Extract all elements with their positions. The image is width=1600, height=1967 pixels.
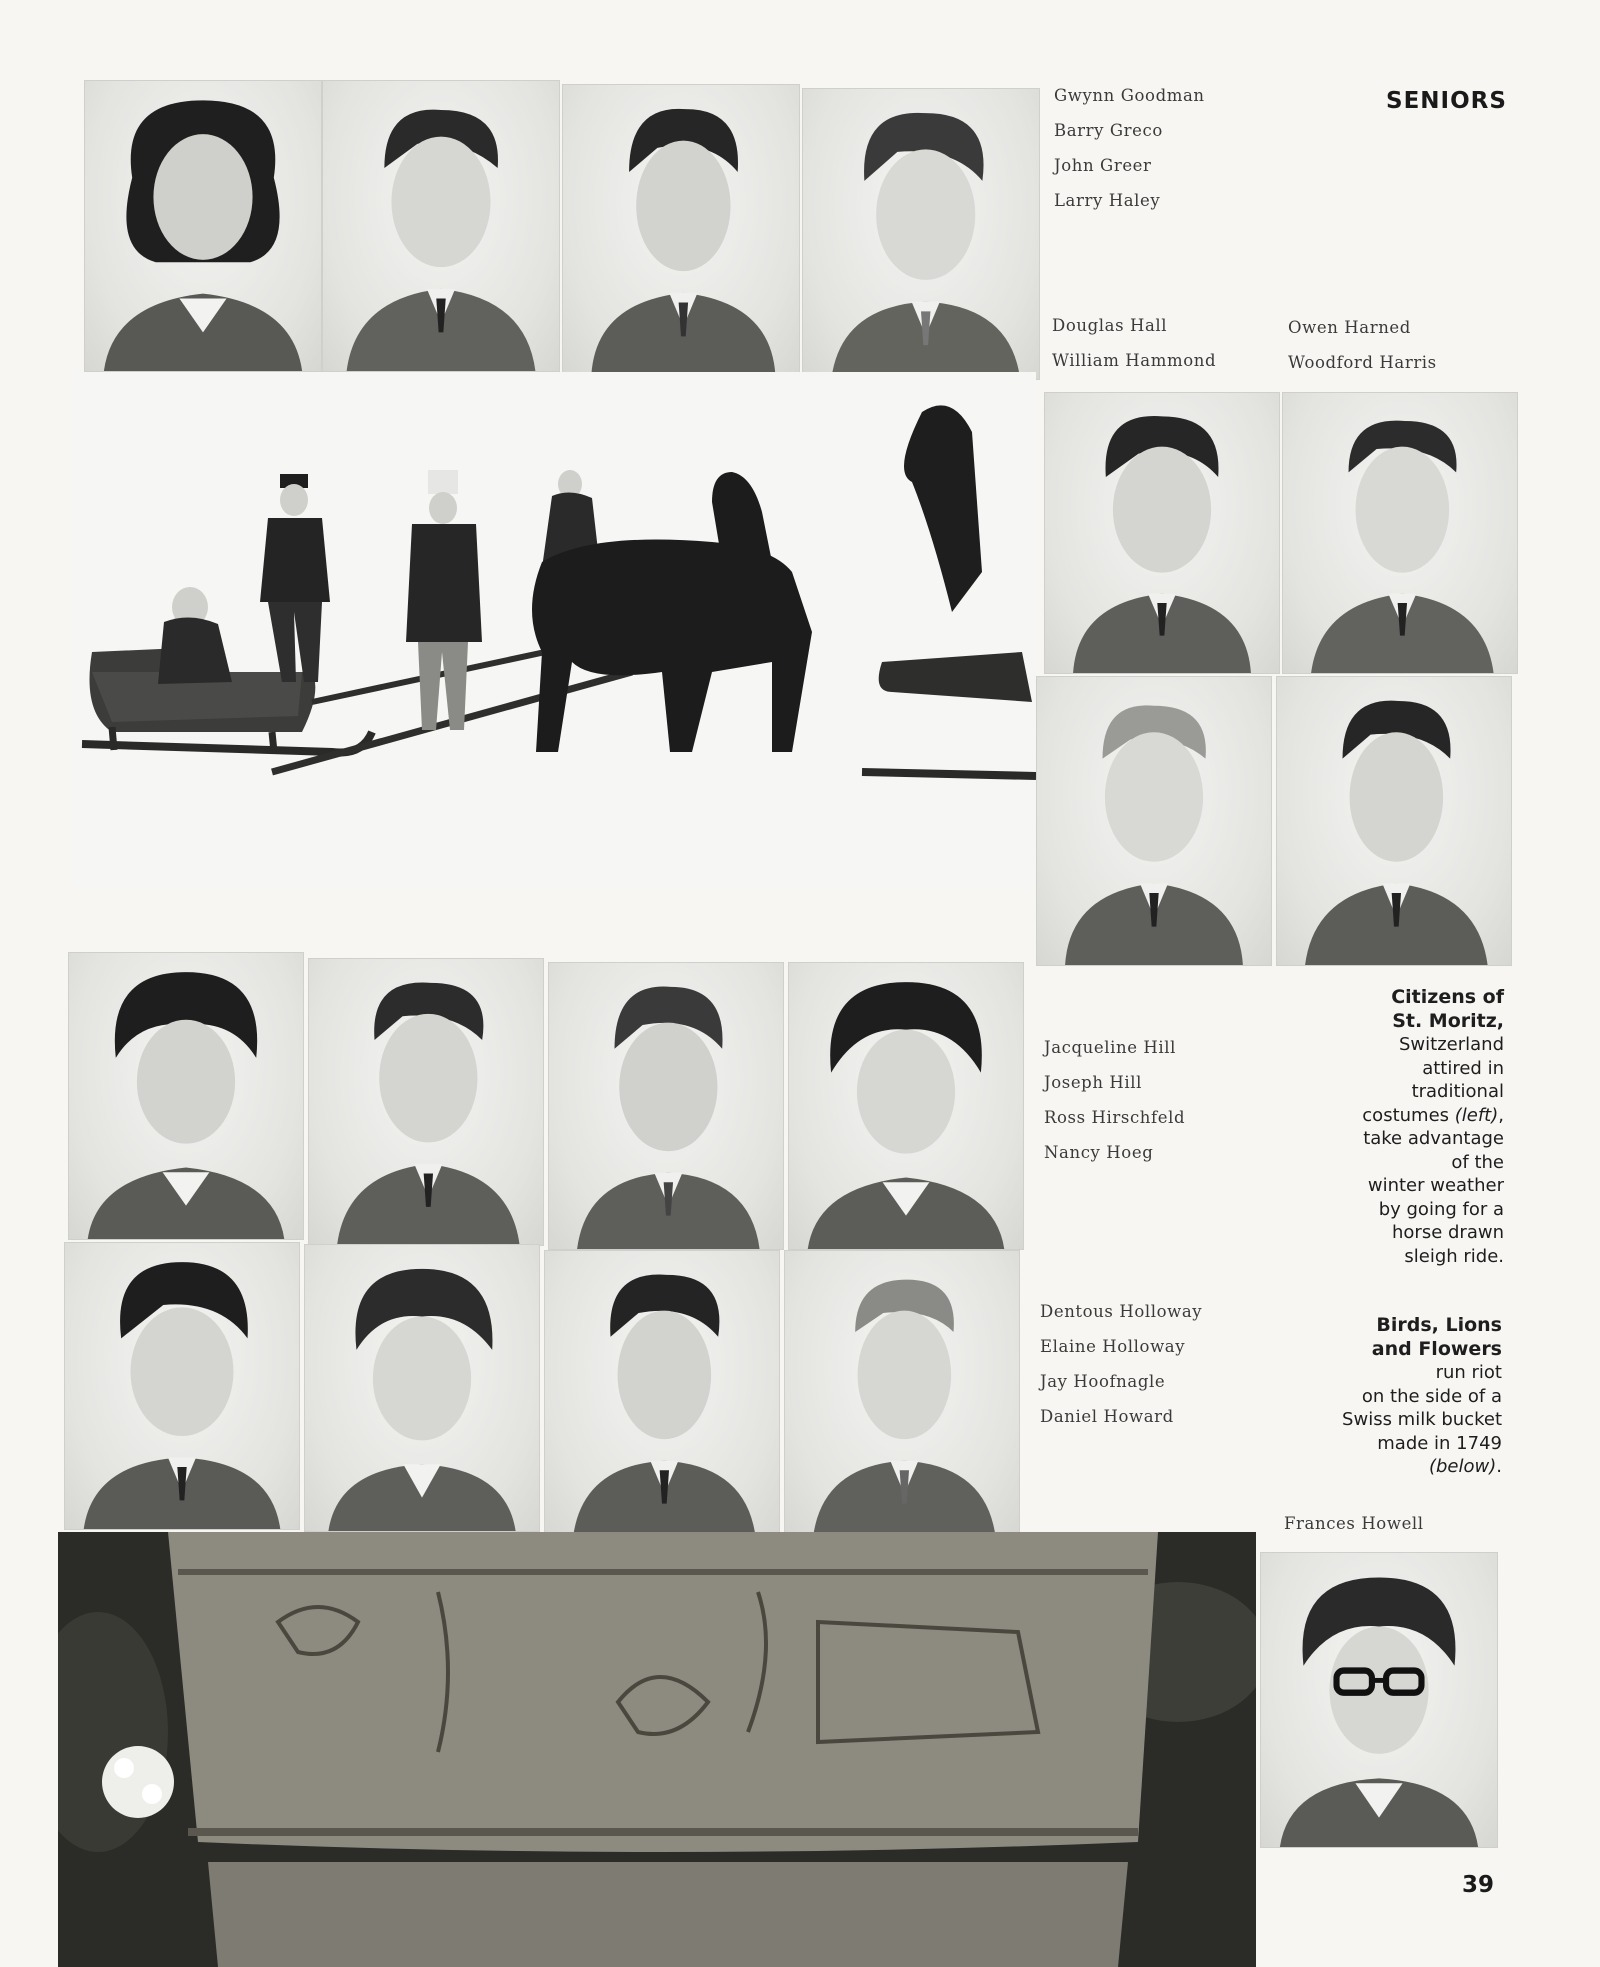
caption-lead: Citizens of [1391,986,1504,1008]
caption-line: Swiss milk bucket [1342,1409,1502,1430]
portrait-photo [304,1244,540,1532]
senior-name: Douglas Hall [1052,316,1168,335]
portrait-photo [788,962,1024,1250]
milk-bucket-photo [58,1532,1256,1967]
senior-name: William Hammond [1052,351,1217,370]
portrait-photo [308,958,544,1246]
senior-name: Jacqueline Hill [1044,1038,1177,1057]
section-title: SENIORS [1386,88,1507,114]
caption-line: traditional [1411,1081,1504,1102]
sleigh-ride-photo [72,372,1036,890]
page-number: 39 [1462,1872,1495,1898]
name-list [1052,308,1216,378]
caption-line: on the side of a [1361,1385,1502,1407]
senior-name: Frances Howell [1284,1514,1424,1533]
portrait-photo [1044,392,1280,674]
caption-line [1290,1104,1504,1128]
bucket-caption [1290,1314,1502,1479]
caption-italic: (below) [1428,1456,1497,1477]
senior-name: Woodford Harris [1288,353,1437,372]
caption-text: . [1496,1456,1502,1477]
senior-name: Jay Hoofnagle [1040,1372,1166,1391]
name-list [1054,78,1205,218]
name-list [1284,1506,1424,1541]
caption-line: take advantage [1363,1128,1504,1149]
senior-name: Owen Harned [1288,318,1411,337]
portrait-photo [784,1250,1020,1538]
caption-line: run riot [1435,1362,1502,1383]
portrait-photo [84,80,322,372]
caption-lead: St. Moritz, [1392,1009,1504,1032]
caption-italic: (left) [1454,1104,1499,1126]
senior-name: Ross Hirschfeld [1044,1108,1186,1127]
caption-line: attired in [1422,1057,1504,1079]
portrait-photo [544,1250,780,1538]
caption-line: winter weather [1367,1175,1504,1196]
caption-lead: Birds, Lions [1376,1314,1502,1336]
portrait-photo [802,88,1040,380]
caption-line: of the [1451,1151,1504,1173]
name-list [1288,310,1437,380]
caption-text: costumes [1362,1104,1455,1126]
senior-name: Joseph Hill [1044,1073,1143,1092]
caption-line: horse drawn [1392,1222,1504,1243]
name-list [1040,1294,1202,1434]
caption-lead: and Flowers [1371,1337,1502,1360]
portrait-photo [64,1242,300,1530]
caption-line: made in 1749 [1377,1432,1502,1454]
senior-name: Elaine Holloway [1040,1337,1186,1356]
caption-line: by going for a [1378,1198,1504,1220]
caption-text: , [1498,1104,1504,1126]
caption-line: Switzerland [1399,1034,1504,1055]
senior-name: Barry Greco [1054,121,1163,140]
senior-name: Larry Haley [1054,191,1161,210]
caption-line [1290,1455,1502,1479]
senior-name: Nancy Hoeg [1044,1143,1154,1162]
senior-name: John Greer [1054,156,1152,175]
senior-name: Dentous Holloway [1040,1302,1203,1321]
senior-name: Daniel Howard [1040,1407,1174,1426]
caption-line: sleigh ride. [1404,1245,1504,1267]
portrait-photo [1276,676,1512,966]
senior-name: Gwynn Goodman [1054,86,1205,105]
name-list [1044,1030,1185,1170]
portrait-photo [548,962,784,1250]
portrait-photo [322,80,560,372]
portrait-photo [68,952,304,1240]
portrait-photo [1282,392,1518,674]
portrait-photo [562,84,800,376]
portrait-photo [1036,676,1272,966]
portrait-photo [1260,1552,1498,1848]
sleigh-caption [1290,986,1504,1268]
